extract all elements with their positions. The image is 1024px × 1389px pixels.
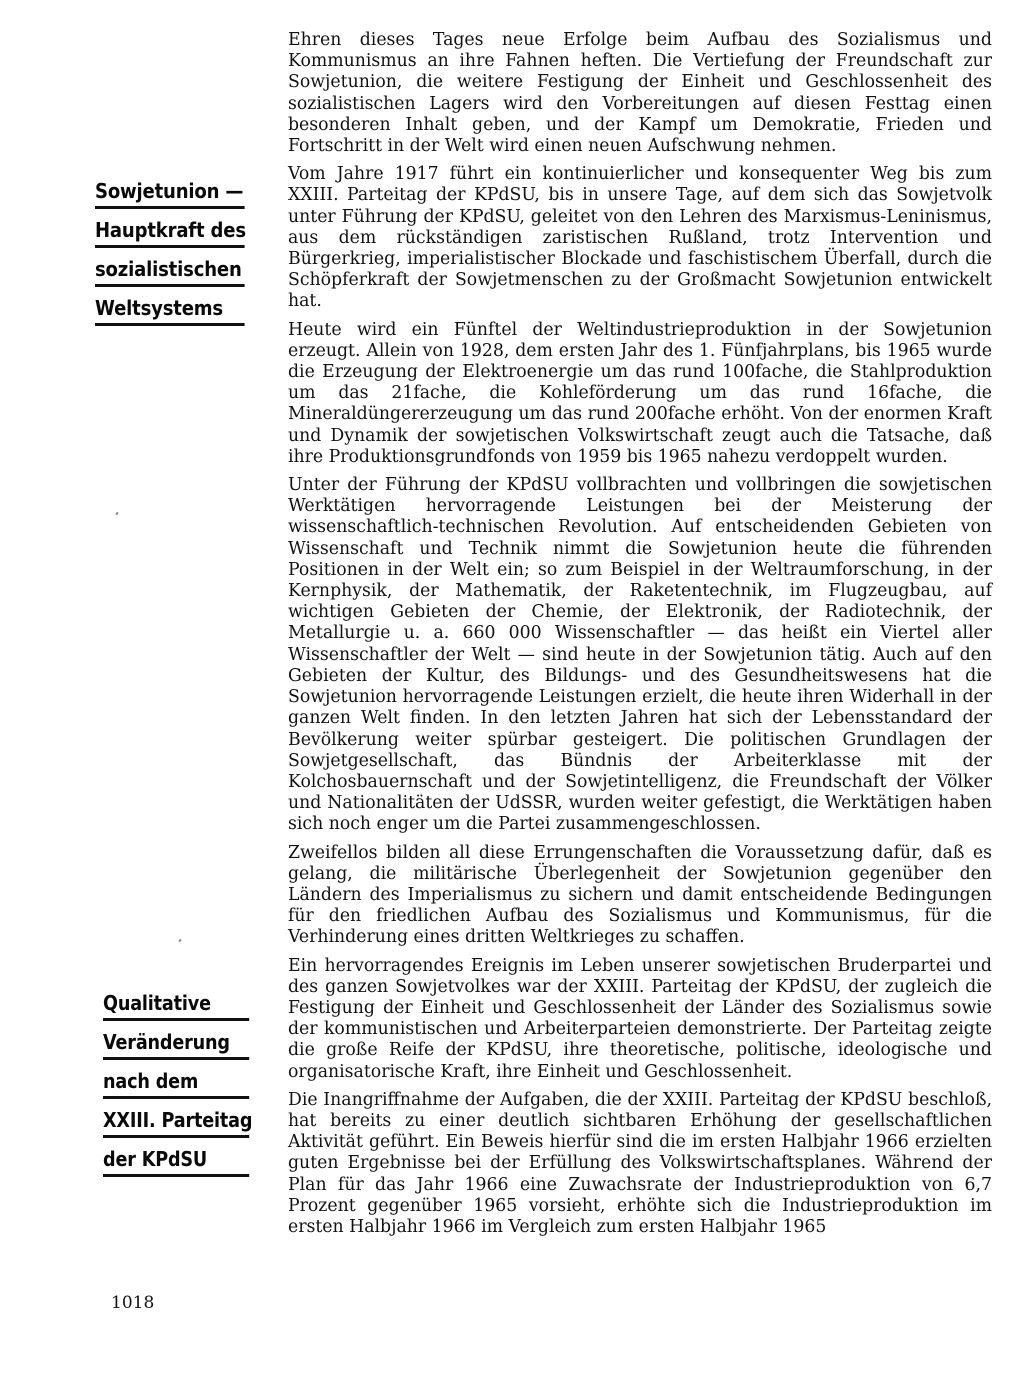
side-heading-line: Qualitative [103,992,249,1021]
paragraph-6: Ein hervorragendes Ereignis im Leben unserer sowjetischen Bruderpartei und des ganzen Sowjetvolkes war der XXIII. Parteitag der KPdSU, der zugleich die Festigung der Einheit und Geschlossenheit der Länder des Sozialismus sowie der kommunistischen und Arbeiterparteien demonstrierte. Der Parteitag zeigte die große Reife der KPdSU, ihre theoretische, politische, ideologische und organisatorische Kraft, ihre Einheit und Geschlossenheit. [288,955,992,1082]
side-heading-line: Veränderung [103,1031,249,1060]
page-number: 1018 [111,1293,155,1313]
side-heading-line: nach dem [103,1070,249,1099]
side-heading-line: Sowjetunion — [95,180,245,209]
side-heading-line: Hauptkraft des [95,219,245,248]
paragraph-7: Die Inangriffnahme der Aufgaben, die der XXIII. Parteitag der KPdSU beschloß, hat bereits zu einer deutlich sichtbaren Erhöhung der gesellschaftlichen Aktivität geführt. Ein Beweis hierfür sind die im ersten Halbjahr 1966 erzielten guten Ergebnisse bei der Erfüllung des Volkswirtschaftsplanes. Während der Plan für das Jahr 1966 eine Zuwachsrate der Industrieproduktion von 6,7 Prozent gegenüber 1965 vorsieht, erhöhte sich die Industrieproduktion im ersten Halbjahr 1966 im Vergleich zum ersten Halbjahr 1965 [288,1089,992,1237]
side-heading-line: der KPdSU [103,1148,249,1177]
body-text-column [288,30,992,1245]
side-heading-line: Weltsystems [95,297,245,326]
side-heading-qualitative [103,992,273,1187]
side-heading-line: XXIII. Parteitag [103,1109,249,1138]
scan-speck [115,512,118,516]
scan-speck [178,939,181,943]
paragraph-2: Vom Jahre 1917 führt ein kontinuierlicher und konsequenter Weg bis zum XXIII. Parteitag der KPdSU, bis in unsere Tage, auf dem sich das Sowjetvolk unter Führung der KPdSU, geleitet von den Lehren des Marxismus-Leninismus, aus dem rückständigen zaristischen Rußland, trotz Intervention und Bürgerkrieg, imperialistischer Blockade und faschistischem Überfall, durch die Schöpferkraft der Sowjetmenschen zu der Großmacht Sowjetunion entwickelt hat. [288,164,992,312]
paragraph-1: Ehren dieses Tages neue Erfolge beim Aufbau des Sozialismus und Kommunismus an ihre Fahnen heften. Die Vertiefung der Freundschaft zur Sowjetunion, die weitere Festigung der Einheit und Geschlossenheit des sozialistischen Lagers wird den Vorbereitungen auf diesen Festtag einen besonderen Inhalt geben, und der Kampf um Demokratie, Frieden und Fortschritt in der Welt wird einen neuen Aufschwung nehmen. [288,30,992,157]
paragraph-3: Heute wird ein Fünftel der Weltindustrieproduktion in der Sowjetunion erzeugt. Allein von 1928, dem ersten Jahr des 1. Fünfjahrplans, bis 1965 wurde die Erzeugung der Elektroenergie um das rund 100fache, die Stahlproduktion um das 21fache, die Kohleförderung um das rund 16fache, die Mineraldüngererzeugung um das rund 200fache erhöht. Von der enormen Kraft und Dynamik der sowjetischen Volkswirtschaft zeugt auch die Tatsache, daß ihre Produktionsgrundfonds von 1959 bis 1965 nahezu verdoppelt wurden. [288,319,992,467]
side-heading-sowjetunion [95,180,265,336]
paragraph-4: Unter der Führung der KPdSU vollbrachten und vollbringen die sowjetischen Werktätigen hervorragende Leistungen bei der Meisterung der wissenschaftlich-technischen Revolution. Auf entscheidenden Gebieten von Wissenschaft und Technik nimmt die Sowjetunion heute die führenden Positionen in der Welt ein; so zum Beispiel in der Weltraumforschung, in der Kernphysik, der Mathematik, der Raketentechnik, im Flugzeugbau, auf wichtigen Gebieten der Chemie, der Elektronik, der Radiotechnik, der Metallurgie u. a. 660 000 Wissenschaftler — das heißt ein Viertel aller Wissenschaftler der Welt — sind heute in der Sowjetunion tätig. Auch auf den Gebieten der Kultur, des Bildungs- und des Gesundheitswesens hat die Sowjetunion hervorragende Leistungen erzielt, die heute ihren Widerhall in der ganzen Welt finden. In den letzten Jahren hat sich der Lebensstandard der Bevölkerung weiter spürbar gesteigert. Die politischen Grundlagen der Sowjetgesellschaft, das Bündnis der Arbeiterklasse mit der Kolchosbauernschaft und der Sowjetintelligenz, die Freundschaft der Völker und Nationalitäten der UdSSR, wurden weiter gefestigt, die Werktätigen haben sich noch enger um die Partei zusammengeschlossen. [288,475,992,835]
paragraph-5: Zweifellos bilden all diese Errungenschaften die Voraussetzung dafür, daß es gelang, die militärische Überlegenheit der Sowjetunion gegenüber den Ländern des Imperialismus zu sichern und damit entscheidende Bedingungen für den friedlichen Aufbau des Sozialismus und Kommunismus, für die Verhinderung eines dritten Weltkrieges zu schaffen. [288,842,992,948]
side-heading-line: sozialistischen [95,258,245,287]
